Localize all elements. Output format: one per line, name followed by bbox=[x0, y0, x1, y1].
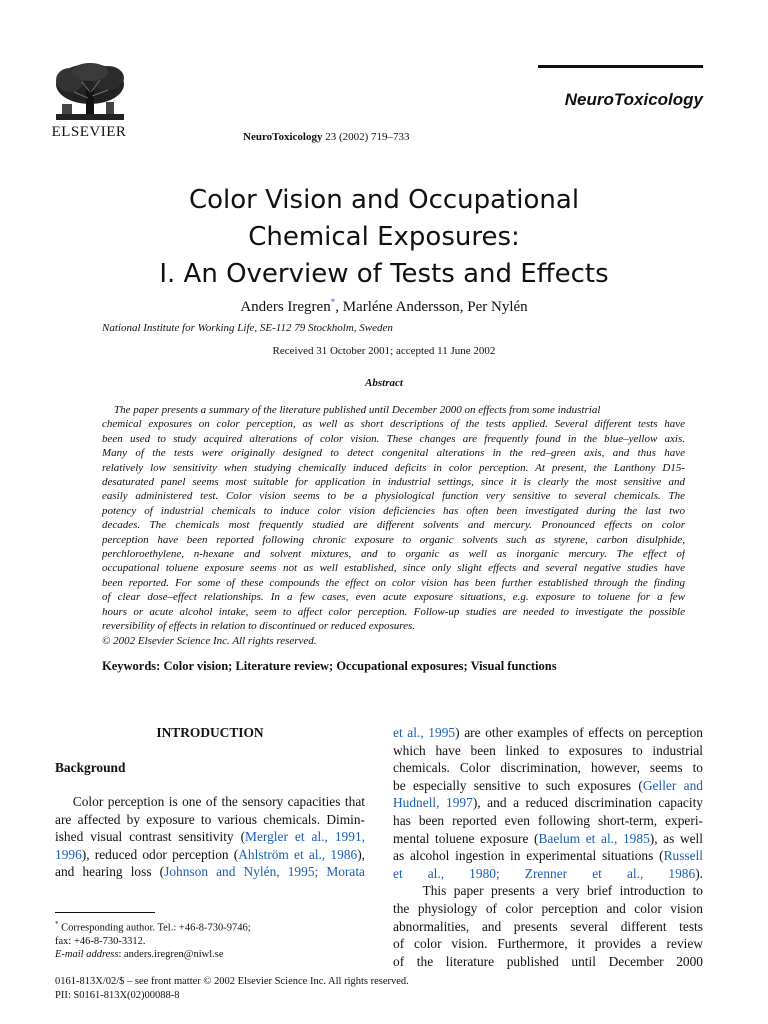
citation-link[interactable]: Ahlström et al., 1986 bbox=[238, 846, 358, 862]
journal-citation bbox=[243, 131, 410, 143]
body-line bbox=[393, 812, 703, 830]
corresponding-author-link[interactable]: * bbox=[330, 297, 336, 307]
body-text: abnormalities, and presents several different tests bbox=[393, 918, 703, 934]
body-line bbox=[55, 793, 365, 811]
email-address[interactable]: : anders.iregren@niwl.se bbox=[118, 948, 224, 960]
body-text: ). bbox=[695, 865, 703, 881]
abstract-line: Many of the tests were originally designed to detect congenital alterations in the red–green axis, and thus have bbox=[102, 447, 685, 460]
abstract-line: been reported. For some of these compounds the effect on color vision has been further established through the finding bbox=[102, 576, 685, 589]
abstract-body bbox=[102, 403, 685, 648]
email-label: E-mail address bbox=[55, 948, 119, 960]
body-text: the physiology of color perception and color vision bbox=[393, 900, 703, 916]
body-text: ), as well bbox=[649, 830, 703, 846]
body-text: This paper presents a very brief introduction to bbox=[393, 883, 703, 899]
body-line bbox=[393, 759, 703, 777]
body-line bbox=[393, 742, 703, 760]
footer-pii: PII: S0161-813X(02)00088-8 bbox=[55, 990, 180, 1001]
body-right-column bbox=[393, 724, 703, 970]
journal-name: NeuroToxicology bbox=[564, 90, 703, 109]
body-line bbox=[393, 777, 703, 795]
body-line bbox=[393, 830, 703, 848]
section-heading-introduction: INTRODUCTION bbox=[156, 725, 264, 740]
received-dates: Received 31 October 2001; accepted 11 June 2002 bbox=[272, 345, 496, 357]
body-text: mental toluene exposure ( bbox=[393, 830, 539, 846]
body-line bbox=[393, 918, 703, 936]
body-line bbox=[55, 863, 365, 881]
body-text: Color perception is one of the sensory capacities that bbox=[55, 794, 365, 809]
body-text: has been reported even following short-term, experi- bbox=[393, 812, 703, 828]
body-text: as alcohol ingestion in experimental situations ( bbox=[393, 848, 664, 864]
title-line: Color Vision and Occupational bbox=[188, 185, 580, 215]
body-text: ) are other examples of effects on perception bbox=[455, 725, 703, 740]
footnote-mark: * bbox=[55, 920, 59, 928]
body-line bbox=[393, 953, 703, 971]
body-text: ished visual contrast sensitivity ( bbox=[55, 829, 246, 845]
footnote-rule bbox=[55, 912, 155, 913]
body-line bbox=[393, 900, 703, 918]
abstract-line: desaturated panel seems most suitable for application in industrial settings, since it is clearly the most sensitive and bbox=[102, 476, 685, 489]
body-text: chemicals. Color discrimination, however, seems to bbox=[393, 760, 703, 776]
citation-link[interactable]: 1996 bbox=[55, 846, 82, 862]
abstract-line: potency of industrial chemicals to induce color vision deficiencies has often been investigated during the last two bbox=[102, 504, 685, 517]
body-text: and hearing loss ( bbox=[55, 864, 165, 880]
abstract-line: been used to study acquired alterations of color vision. These changes are frequently found in the blue–yellow axis. bbox=[102, 432, 685, 445]
abstract-line: of clear dose–effect relationships. In a few cases, even acute exposure situations, e.g. exposure to toluene for a few bbox=[102, 591, 685, 604]
body-line bbox=[393, 882, 703, 900]
body-text: be especially sensitive to such exposures ( bbox=[393, 777, 643, 793]
footer-line: 0161-813X/02/$ – see front matter © 2002 Elsevier Science Inc. All rights reserved. bbox=[55, 976, 409, 987]
citation-link[interactable]: et al., 1995 bbox=[393, 725, 456, 740]
paper-title bbox=[0, 182, 768, 293]
citation-link[interactable]: Mergler et al., 1991, bbox=[245, 829, 365, 845]
publisher-name: ELSEVIER bbox=[51, 124, 127, 140]
abstract-line: perchloroethylene, n-hexane and solvent mixtures, and to organic as well as inorganic mercury. The effect of bbox=[102, 548, 685, 561]
citation-link[interactable]: Baelum et al., 1985 bbox=[538, 830, 650, 846]
abstract-line: relatively low sensitivity when studying chemically induced deficits in color perception. At present, the Lanthony D15- bbox=[102, 461, 685, 474]
affiliation: National Institute for Working Life, SE-112 79 Stockholm, Sweden bbox=[102, 322, 393, 334]
abstract-line: perception have been reported following chronic exposure to organic solvents such as styrene, carbon disulphide, bbox=[102, 533, 685, 546]
header-rule bbox=[538, 65, 703, 68]
subsection-heading-background: Background bbox=[55, 760, 126, 775]
citation-link[interactable]: Hudnell, 1997 bbox=[393, 795, 473, 811]
body-text: ), bbox=[357, 846, 365, 862]
abstract-line: easily administered test. Color vision seems to be a physiological function very sensitive to several chemicals. The bbox=[102, 490, 685, 503]
body-line bbox=[393, 935, 703, 953]
footnote-line: fax: +46-8-730-3312. bbox=[55, 935, 146, 947]
title-line: Chemical Exposures: bbox=[248, 222, 520, 252]
abstract-heading: Abstract bbox=[365, 377, 403, 389]
abstract-line: hours or acute alcohol intake, seem to affect color perception. Follow-up studies are needed to investigate the possible bbox=[102, 605, 685, 618]
footnote bbox=[55, 918, 251, 961]
body-text: are affected by exposure to various chemicals. Dimin- bbox=[55, 811, 365, 827]
body-left-column bbox=[55, 793, 365, 881]
body-line bbox=[393, 724, 703, 742]
abstract-line: decades. The chemicals most frequently studied are different solvents and mercury. Pronounced effects on color bbox=[102, 519, 685, 532]
page-footer bbox=[55, 975, 409, 1003]
body-line bbox=[55, 846, 365, 864]
body-line bbox=[393, 847, 703, 865]
abstract-line: The paper presents a summary of the literature published until December 2000 on effects from some industrial bbox=[114, 404, 601, 416]
citation-link[interactable]: et al., 1980; Zrenner et al., 1986 bbox=[393, 865, 696, 881]
title-line: I. An Overview of Tests and Effects bbox=[159, 259, 609, 289]
body-text: of color vision. Furthermore, it provides a review bbox=[393, 936, 703, 952]
citation-journal: NeuroToxicology bbox=[243, 131, 323, 143]
body-line bbox=[55, 828, 365, 846]
keywords bbox=[102, 659, 557, 674]
abstract-line: reversibility of effects in relation to discontinued or reduced exposures. bbox=[102, 620, 416, 633]
abstract-line: occupational toluene exposure seems not as well established, since only slight effects and several negative studies have bbox=[102, 562, 685, 575]
body-line bbox=[393, 865, 703, 883]
abstract-copyright: © 2002 Elsevier Science Inc. All rights reserved. bbox=[102, 634, 317, 647]
body-text: of the literature published until December 2000 bbox=[393, 953, 703, 969]
author-list bbox=[0, 297, 768, 316]
keywords-label: Keywords: bbox=[102, 659, 161, 673]
footnote-line: Corresponding author. Tel.: +46-8-730-9746; bbox=[61, 922, 251, 934]
citation-link[interactable]: Russell bbox=[663, 848, 703, 864]
citation-link[interactable]: Johnson and Nylén, 1995; Morata bbox=[164, 864, 366, 880]
citation-details: 23 (2002) 719–733 bbox=[322, 131, 410, 143]
body-line bbox=[55, 811, 365, 829]
abstract-line: chemical exposures on color perception, as well as short descriptions of the tests applied. Several different tests have bbox=[102, 418, 685, 431]
author-rest: , Marléne Andersson, Per Nylén bbox=[335, 299, 528, 315]
body-text: ), reduced odor perception ( bbox=[81, 846, 239, 862]
body-text: ), and a reduced discrimination capacity bbox=[472, 795, 703, 811]
author-first: Anders Iregren bbox=[240, 299, 331, 315]
citation-link[interactable]: Geller and bbox=[642, 777, 703, 793]
keywords-values: Color vision; Literature review; Occupational exposures; Visual functions bbox=[160, 659, 557, 673]
body-line bbox=[393, 794, 703, 812]
body-text: which have been linked to exposures to industrial bbox=[393, 742, 703, 758]
